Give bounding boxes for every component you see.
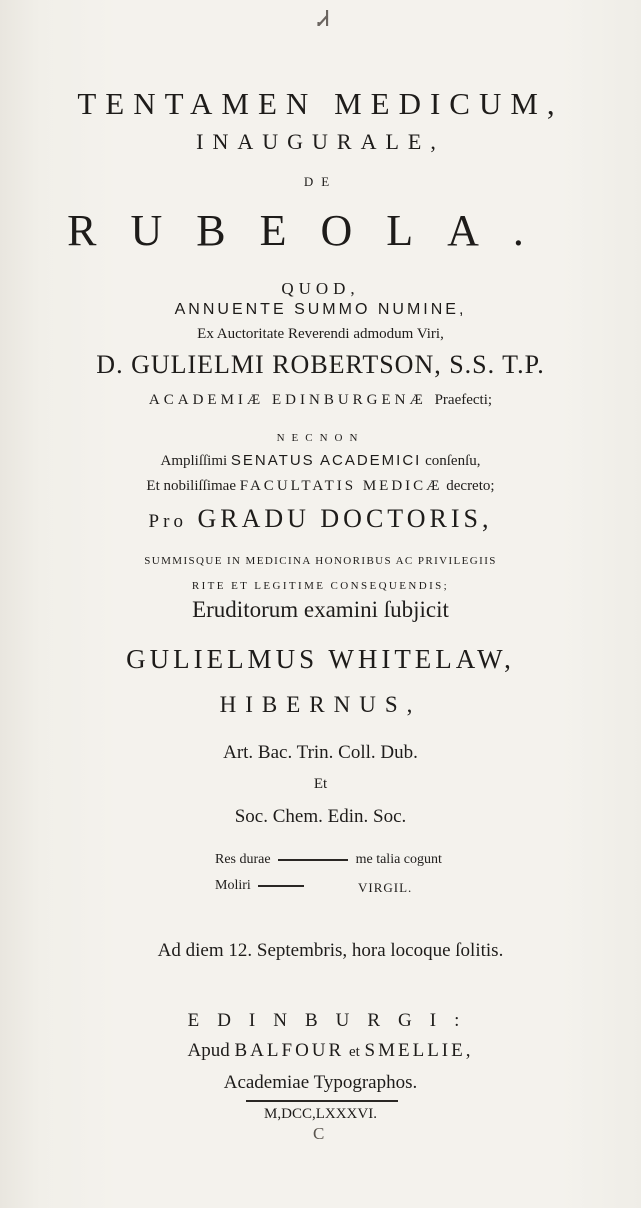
amplissimi-word: Ampliſſimi: [160, 453, 228, 469]
title-inaugurale: INAUGURALE,: [196, 129, 445, 154]
gradu-doctoris: GRADU DOCTORIS,: [197, 504, 493, 533]
epigraph-attribution: VIRGIL.: [358, 880, 413, 895]
praefecti-word: Praefecti;: [434, 392, 493, 408]
necnon-line: NECNON: [276, 432, 365, 444]
imprint-printers: [10, 1040, 641, 1062]
eruditorum-line: Eruditorum examini ſubjicit: [192, 597, 449, 622]
date-line: Ad diem 12. Septembris, hora locoque ſolitis.: [157, 940, 504, 961]
bottom-handwritten-mark: C: [313, 1124, 325, 1143]
auctoritate-line: Ex Auctoritate Reverendi admodum Viri,: [197, 326, 444, 342]
printer-et: et: [348, 1044, 360, 1060]
title-rubeola: RUBEOLA.: [67, 206, 558, 255]
nobilissimae-word: Et nobiliſſimae: [146, 478, 236, 494]
printer-smellie: SMELLIE,: [364, 1040, 474, 1061]
academiae-line: [0, 392, 641, 409]
summisque-line: SUMMISQUE IN MEDICINA HONORIBUS AC PRIVILEGIIS: [144, 555, 497, 567]
top-handwritten-mark: Ꮧ: [318, 6, 330, 31]
academiae-name: ACADEMIÆ EDINBURGENÆ: [148, 392, 427, 408]
et-line: Et: [313, 776, 328, 792]
author-degree-2: Soc. Chem. Edin. Soc.: [234, 806, 407, 827]
imprint-city: EDINBURGI:: [187, 1010, 478, 1031]
apud-word: Apud: [187, 1040, 230, 1061]
pro-word: Pro: [148, 511, 187, 532]
author-degree-1: Art. Bac. Trin. Coll. Dub.: [223, 742, 418, 763]
title-de: DE: [303, 174, 338, 189]
epigraph-me-talia: me talia cogunt: [355, 852, 442, 867]
imprint-rule: [246, 1100, 398, 1102]
nobilissimae-line: [0, 478, 641, 495]
decreto-word: decreto;: [446, 478, 495, 494]
printer-balfour: BALFOUR: [234, 1040, 345, 1061]
principal-name: D. GULIELMI ROBERTSON, S.S. T.P.: [96, 350, 545, 379]
epigraph-moliri: Moliri: [215, 878, 251, 893]
imprint-year: M,DCC,LXXXVI.: [264, 1106, 377, 1122]
rite-line: RITE ET LEGITIME CONSEQUENDIS;: [191, 580, 450, 592]
title-tentamen: TENTAMEN MEDICUM,: [77, 86, 564, 121]
consensu-word: conſenſu,: [425, 453, 481, 469]
epigraph-line-2: [215, 878, 308, 894]
pro-gradu-line: [0, 504, 641, 534]
author-nation: HIBERNUS,: [219, 692, 422, 717]
epigraph-dash-1: [278, 859, 348, 861]
imprint-role: Academiae Typographos.: [223, 1072, 418, 1093]
quod-line: QUOD,: [281, 279, 360, 298]
annuente-line: ANNUENTE SUMMO NUMINE,: [174, 301, 467, 318]
author-name: GULIELMUS WHITELAW,: [126, 644, 515, 674]
facultatis-name: FACULTATIS MEDICÆ: [239, 478, 443, 494]
epigraph-dash-2: [258, 885, 304, 887]
epigraph-line-1: [215, 852, 442, 868]
senatus-name: SENATUS ACADEMICI: [230, 452, 422, 469]
amplissimi-line: [0, 452, 641, 470]
epigraph-res-durae: Res durae: [215, 852, 271, 867]
